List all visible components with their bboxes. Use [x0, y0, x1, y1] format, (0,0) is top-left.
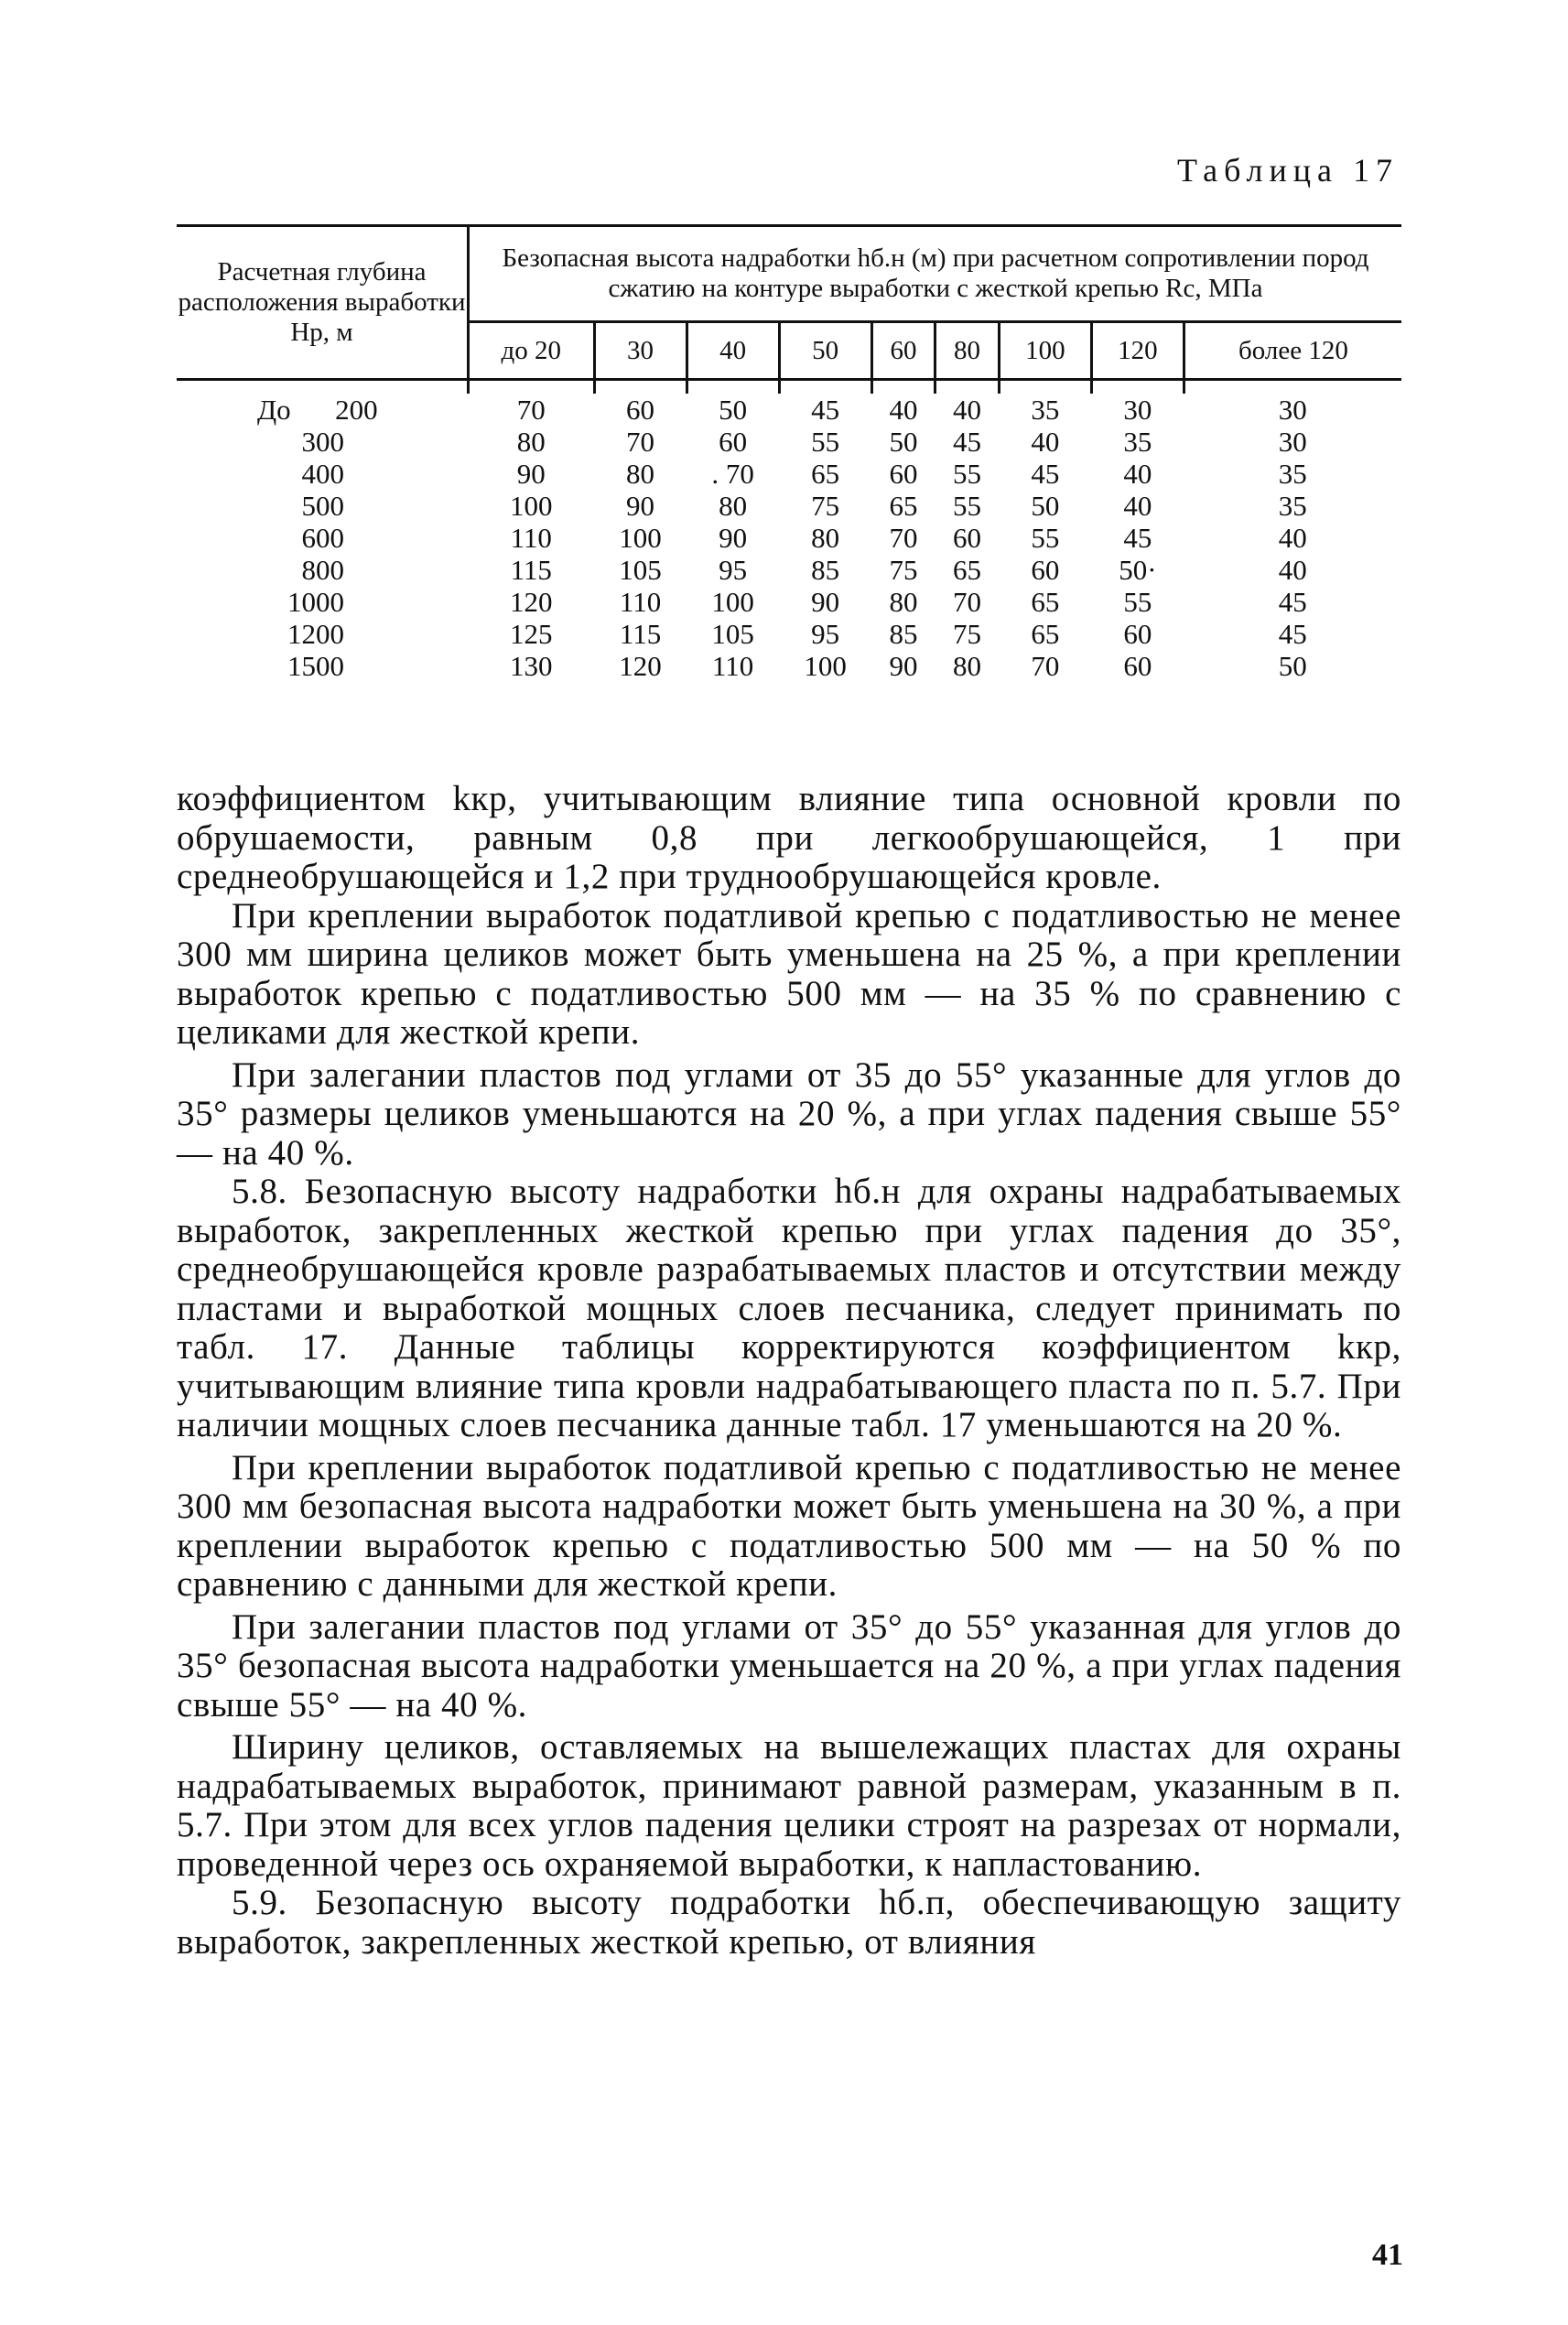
- value-cell: 120: [510, 586, 553, 618]
- value-cell: 80: [719, 490, 748, 522]
- tick-cell: [177, 380, 469, 395]
- table-row: [177, 490, 1401, 522]
- value-cell: 80: [953, 650, 982, 682]
- value-cell: 80: [889, 586, 918, 618]
- value-cell: 60: [953, 522, 982, 554]
- value-cell: 65: [1031, 618, 1060, 650]
- value-cell: 90: [889, 650, 918, 682]
- paragraph: 5.8. Безопасную высоту надработки hб.н для охраны надрабатываемых выработок, закрепленных жесткой крепью при углах падения до 35°, среднеобрушающейся кровле разрабатываемых пластов и отсутствии между пластами и выработкой мощных слоев песчаника, следует принимать по табл. 17. Данные таблицы корректируются коэффициентом kкр, учитывающим влияние типа кровли надрабатывающего пласта по п. 5.7. При наличии мощных слоев песчаника данные табл. 17 уменьшаются на 20 %.: [177, 1172, 1401, 1444]
- table-row: [177, 586, 1401, 618]
- value-cell: 90: [626, 490, 655, 522]
- paragraph: При залегании пластов под углами от 35° до 55° указанная для углов до 35° безопасная высота надработки уменьшается на 20 %, а при углах падения свыше 55° — на 40 %.: [177, 1606, 1401, 1725]
- table-row: [177, 426, 1401, 458]
- page-number: 41: [1372, 2238, 1403, 2272]
- paragraph: При креплении выработок податливой крепью с податливостью не менее 300 мм безопасная высота надработки может быть уменьшена на 30 %, а при креплении выработок крепью с податливостью 500 мм — на 50 % по сравнению с данными для жесткой крепи.: [177, 1447, 1401, 1604]
- value-cell: 100: [804, 650, 847, 682]
- value-cell: 80: [811, 522, 840, 554]
- value-cell: 75: [953, 618, 982, 650]
- depth-cell: [177, 650, 469, 682]
- depth-cell: [177, 490, 469, 522]
- value-cell: 90: [719, 522, 748, 554]
- tick-cell: [999, 380, 1091, 395]
- depth-value: 200: [335, 394, 378, 426]
- value-cell: 40: [1031, 426, 1060, 458]
- tick-cell: [687, 380, 779, 395]
- depth-prefix: До: [257, 394, 291, 426]
- depth-value: 400: [301, 458, 344, 490]
- value-cell: 55: [811, 426, 840, 458]
- value-cell: 35: [1278, 458, 1307, 490]
- paragraph: коэффициентом kкр, учитывающим влияние типа основной кровли по обрушаемости, равным 0,8 при легкообрушающейся, 1 при среднеобрушающейся и 1,2 при труднообрушающейся кровле.: [177, 779, 1401, 896]
- value-cell: 95: [811, 618, 840, 650]
- value-cell: 30: [1278, 394, 1307, 426]
- column-header: 50: [779, 322, 871, 380]
- value-cell: 50: [1278, 650, 1307, 682]
- depth-cell: [177, 394, 469, 426]
- depth-cell: [177, 586, 469, 618]
- value-cell: 75: [889, 554, 918, 586]
- depth-cell: [177, 522, 469, 554]
- column-header: 60: [871, 322, 935, 380]
- value-cell: 70: [1031, 650, 1060, 682]
- resistance-group-header: Безопасная высота надработки hб.н (м) при расчетном сопротивлении пород сжатию на контуре выработки с жесткой крепью Rс, МПа: [469, 226, 1402, 322]
- value-cell: 125: [510, 618, 553, 650]
- value-cell: 95: [719, 554, 748, 586]
- value-cell: 60: [1123, 650, 1152, 682]
- value-cell: 60: [1123, 618, 1152, 650]
- depth-value: 300: [301, 426, 344, 458]
- value-cell: 65: [811, 458, 840, 490]
- value-cell: 45: [953, 426, 982, 458]
- value-cell: 110: [619, 586, 662, 618]
- value-cell: 90: [811, 586, 840, 618]
- value-cell: 30: [1123, 394, 1152, 426]
- table-row: [177, 458, 1401, 490]
- value-cell: 50·: [1119, 554, 1157, 586]
- value-cell: 100: [619, 522, 662, 554]
- value-cell: 110: [711, 650, 754, 682]
- depth-column-header: Расчетная глубина расположения выработки Hр, м: [177, 226, 469, 380]
- tick-cell: [1091, 380, 1184, 395]
- value-cell: 45: [1278, 586, 1307, 618]
- tick-cell: [1184, 380, 1401, 395]
- value-cell: 40: [1123, 490, 1152, 522]
- value-cell: 50: [719, 394, 748, 426]
- value-cell: 60: [1031, 554, 1060, 586]
- value-cell: 35: [1031, 394, 1060, 426]
- tick-row: [177, 380, 1401, 395]
- value-cell: 55: [953, 458, 982, 490]
- depth-value: 1500: [287, 650, 344, 682]
- table-row: [177, 554, 1401, 586]
- table-caption: Таблица 17: [1177, 152, 1399, 189]
- table-row: [177, 650, 1401, 682]
- value-cell: 115: [510, 554, 552, 586]
- column-header: 120: [1091, 322, 1184, 380]
- value-cell: 85: [889, 618, 918, 650]
- value-cell: 80: [516, 426, 546, 458]
- depth-value: 600: [301, 522, 344, 554]
- value-cell: 60: [626, 394, 655, 426]
- column-header: 80: [935, 322, 1000, 380]
- value-cell: 45: [811, 394, 840, 426]
- tick-cell: [594, 380, 687, 395]
- tick-cell: [779, 380, 871, 395]
- value-cell: 40: [889, 394, 918, 426]
- value-cell: 30: [1278, 426, 1307, 458]
- value-cell: 70: [516, 394, 546, 426]
- paragraph: Ширину целиков, оставляемых на вышележащих пластах для охраны надрабатываемых выработок, принимают равной размерам, указанным в п. 5.7. При этом для всех углов падения целики строят на разрезах от нормали, проведенной через ось охраняемой выработки, к напластованию.: [177, 1727, 1401, 1884]
- value-cell: 60: [889, 458, 918, 490]
- value-cell: 110: [510, 522, 552, 554]
- value-cell: 105: [711, 618, 754, 650]
- depth-value: 800: [301, 554, 344, 586]
- table-row: [177, 522, 1401, 554]
- value-cell: 100: [711, 586, 754, 618]
- value-cell: 65: [1031, 586, 1060, 618]
- value-cell: 70: [626, 426, 655, 458]
- value-cell: 120: [619, 650, 662, 682]
- table-body: [177, 380, 1401, 683]
- value-cell: 40: [1278, 522, 1307, 554]
- depth-value: 1000: [287, 586, 344, 618]
- tick-cell: [469, 380, 595, 395]
- column-header: 30: [594, 322, 687, 380]
- column-header: 40: [687, 322, 779, 380]
- table-row: [177, 618, 1401, 650]
- column-header: более 120: [1184, 322, 1401, 380]
- paragraph: При креплении выработок податливой крепью с податливостью не менее 300 мм ширина целиков может быть уменьшена на 25 %, а при креплении выработок крепью с податливостью 500 мм — на 35 % по сравнению с целиками для жесткой крепи.: [177, 895, 1401, 1052]
- column-header: до 20: [469, 322, 595, 380]
- value-cell: 40: [953, 394, 982, 426]
- value-cell: 115: [619, 618, 662, 650]
- value-cell: 65: [889, 490, 918, 522]
- value-cell: 55: [953, 490, 982, 522]
- value-cell: 70: [953, 586, 982, 618]
- value-cell: 90: [516, 458, 546, 490]
- value-cell: 35: [1123, 426, 1152, 458]
- value-cell: 105: [619, 554, 662, 586]
- value-cell: 75: [811, 490, 840, 522]
- depth-cell: [177, 458, 469, 490]
- paragraph: 5.9. Безопасную высоту подработки hб.п, обеспечивающую защиту выработок, закрепленных жесткой крепью, от влияния: [177, 1883, 1401, 1962]
- depth-cell: [177, 426, 469, 458]
- value-cell: 45: [1031, 458, 1060, 490]
- value-cell: 45: [1278, 618, 1307, 650]
- value-cell: 50: [889, 426, 918, 458]
- body-text: [177, 780, 1401, 1962]
- value-cell: 80: [626, 458, 655, 490]
- value-cell: 60: [719, 426, 748, 458]
- data-table: [177, 224, 1401, 682]
- value-cell: 40: [1278, 554, 1307, 586]
- depth-cell: [177, 554, 469, 586]
- tick-cell: [935, 380, 1000, 395]
- value-cell: 40: [1123, 458, 1152, 490]
- tick-cell: [871, 380, 935, 395]
- value-cell: 50: [1031, 490, 1060, 522]
- value-cell: . 70: [711, 458, 754, 490]
- value-cell: 85: [811, 554, 840, 586]
- depth-value: 500: [301, 490, 344, 522]
- value-cell: 55: [1123, 586, 1152, 618]
- column-header: 100: [999, 322, 1091, 380]
- value-cell: 65: [953, 554, 982, 586]
- value-cell: 35: [1278, 490, 1307, 522]
- depth-cell: [177, 618, 469, 650]
- value-cell: 45: [1123, 522, 1152, 554]
- value-cell: 70: [889, 522, 918, 554]
- value-cell: 130: [510, 650, 553, 682]
- paragraph: При залегании пластов под углами от 35 до 55° указанные для углов до 35° размеры целиков уменьшаются на 20 %, а при углах падения свыше 55° — на 40 %.: [177, 1054, 1401, 1173]
- table-row: [177, 394, 1401, 426]
- value-cell: 55: [1031, 522, 1060, 554]
- value-cell: 100: [510, 490, 553, 522]
- depth-value: 1200: [287, 618, 344, 650]
